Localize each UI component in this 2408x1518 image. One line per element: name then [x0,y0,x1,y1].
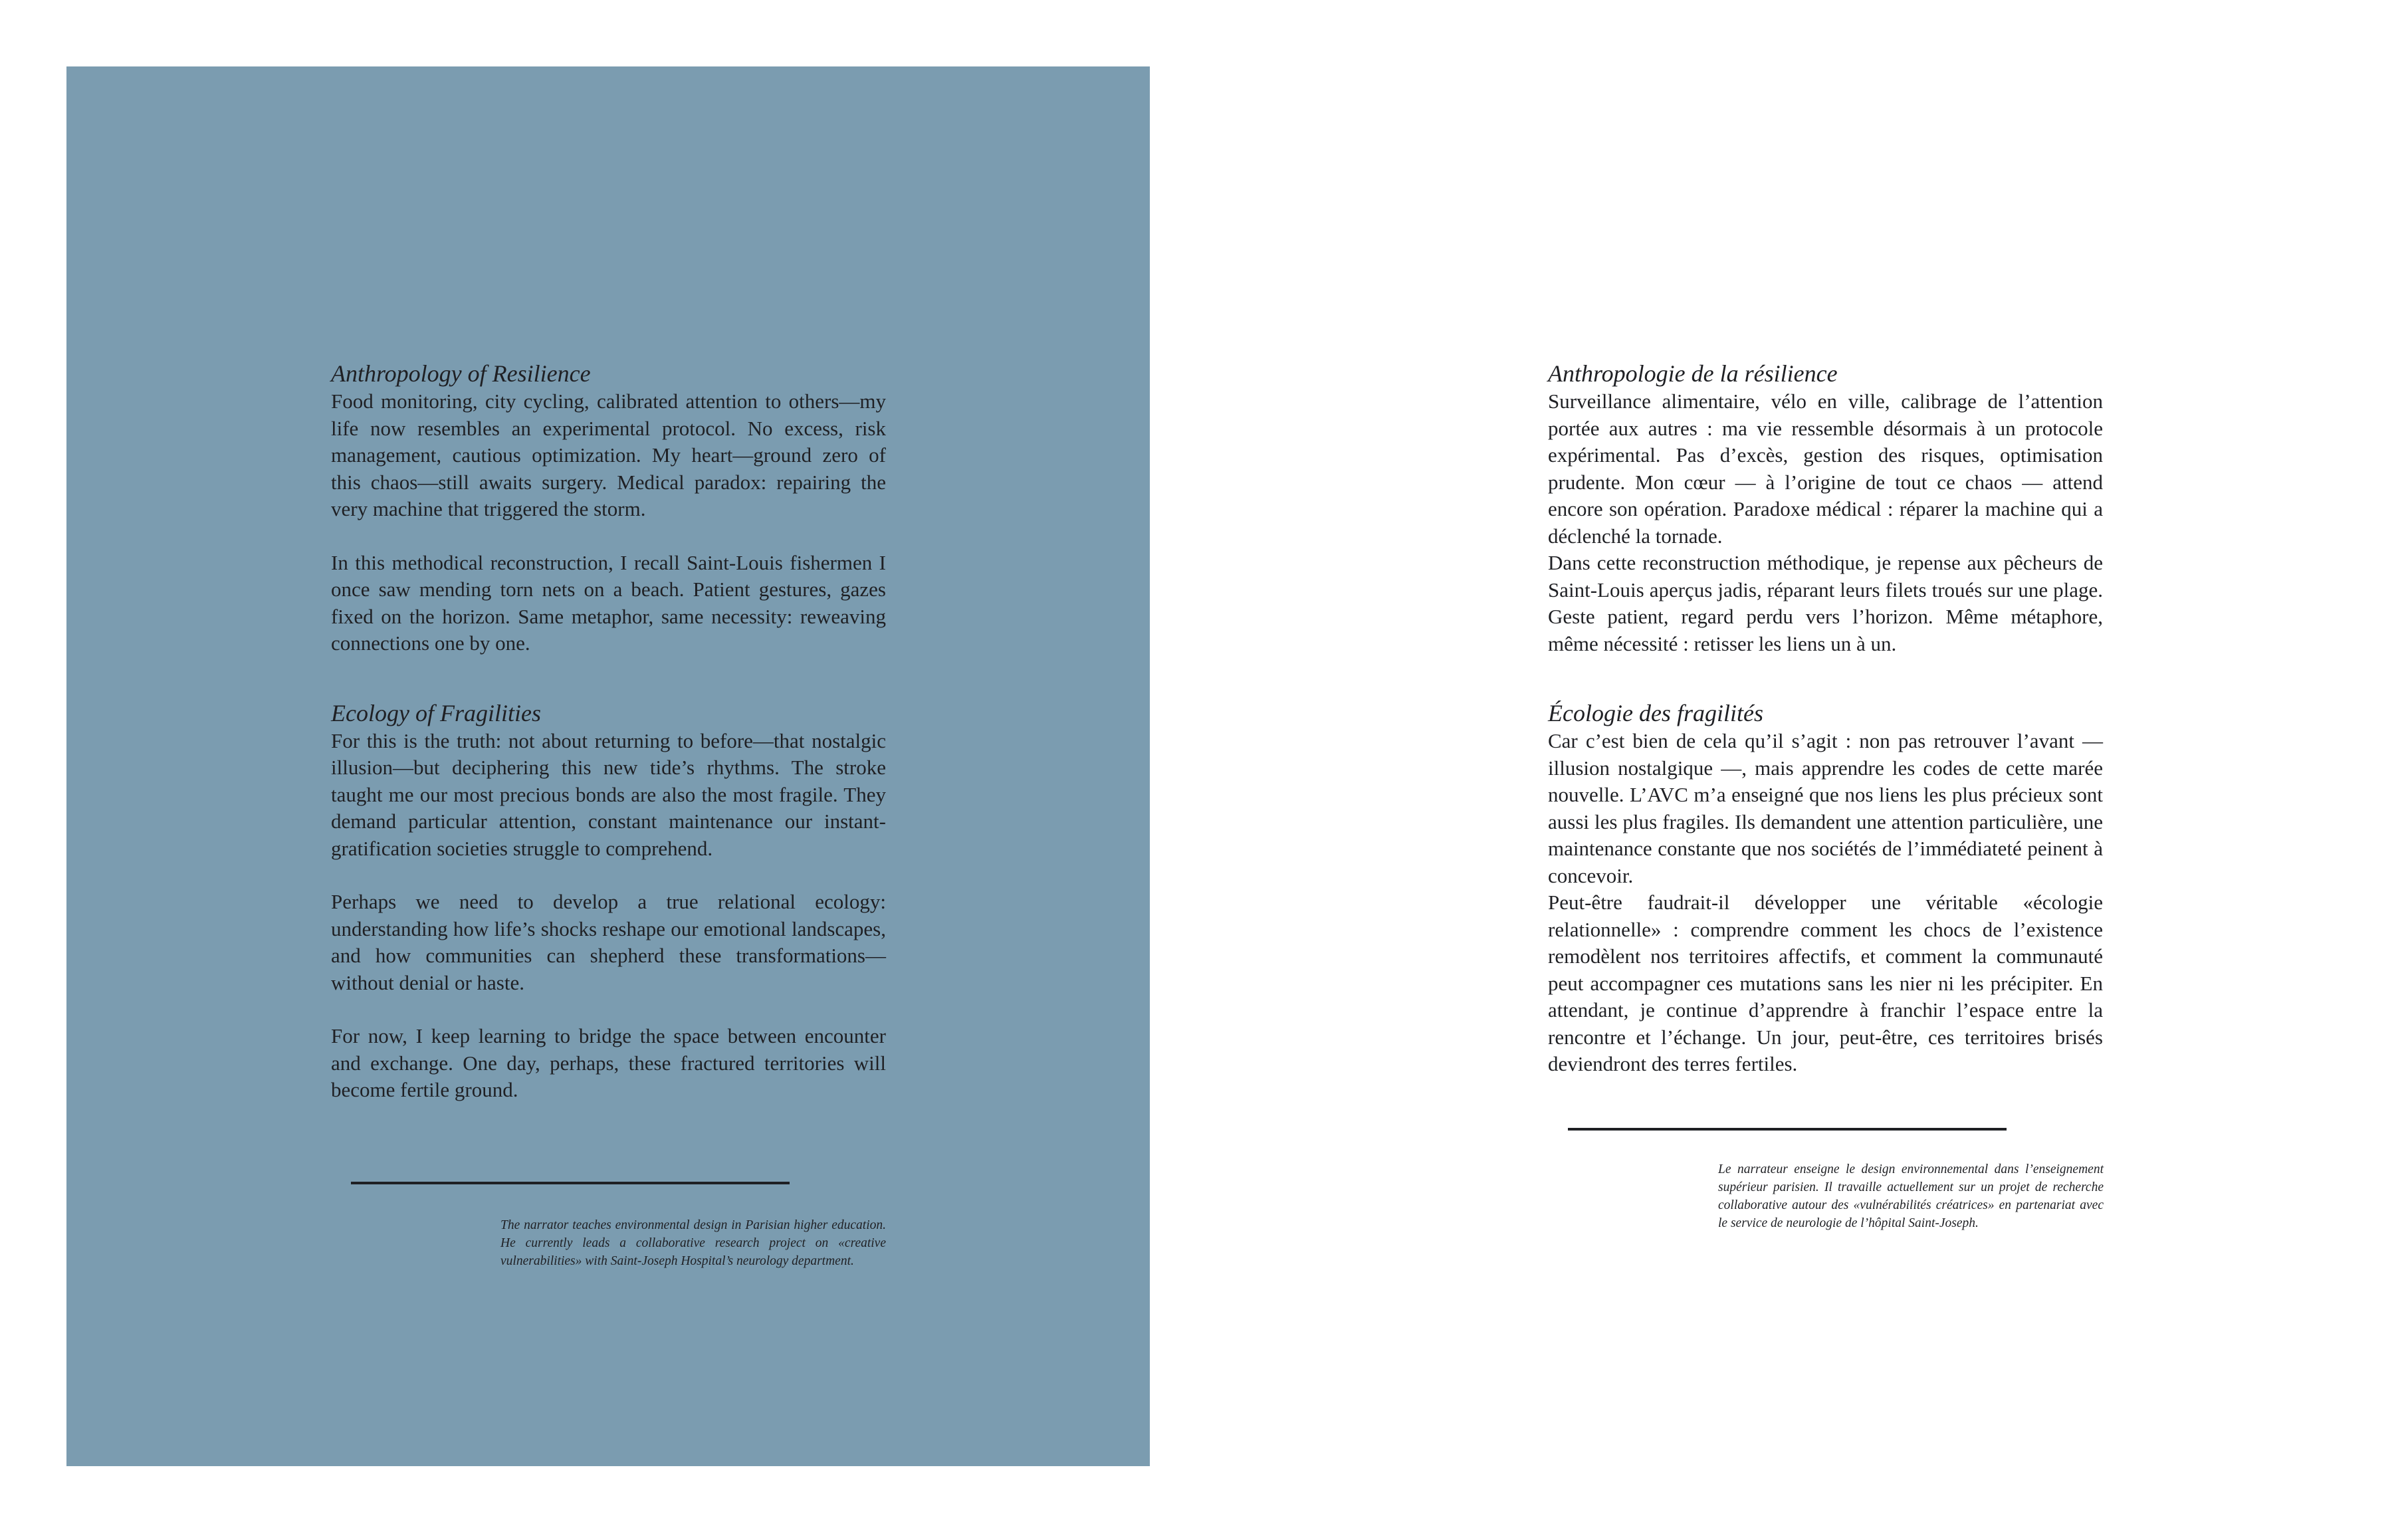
english-author-note: The narrator teaches environmental design in Parisian higher education. He currently leads a collaborative research project on «creative vulnerabilities» with Saint-Joseph Hospital’s neurology department. [500,1218,886,1268]
english-paragraph-3: For this is the truth: not about returning to before—that nostalgic illusion—but deciphering this new tide’s rhythms. The stroke taught me our most precious bonds are also the most fragile. They demand particular attention, constant maintenance our instant-gratification societies struggle to comprehend. [331,728,886,860]
french-author-note: Le narrateur enseigne le design environnemental dans l’enseignement supérieur parisien. Il travaille actuellement sur un projet de recherche collaborative autour des «vulnérabilités créatrices» en partenariat avec le service de neurologie de l’hôpital Saint-Joseph. [1718,1162,2104,1230]
french-divider-rule [1568,1128,2007,1131]
french-paragraph-3: Car c’est bien de cela qu’il s’agit : non pas retrouver l’avant — illusion nostalgique —, mais apprendre les codes de cette marée nouvelle. L’AVC m’a enseigné que nos liens les plus précieux sont aussi les plus fragiles. Ils demandent une attention particulière, une maintenance constante que nos sociétés de l’immédiateté peinent à concevoir. [1548,729,2103,887]
french-heading-fragilities: Écologie des fragilités [1548,700,1763,726]
english-paragraph-4: Perhaps we need to develop a true relational ecology: understanding how life’s shocks reshape our emotional landscapes, and how communities can shepherd these transformations—without denial or haste. [331,890,886,994]
english-column [331,359,886,1104]
english-paragraph-5: For now, I keep learning to bridge the space between encounter and exchange. One day, perhaps, these fractured territories will become fertile ground. [331,1024,886,1101]
french-paragraph-4: Peut-être faudrait-il développer une véritable «écologie relationnelle» : comprendre comment les chocs de l’existence remodèlent nos territoires affectifs, et comment la communauté peut accompagner ces mutations sans les nier ni les précipiter. En attendant, je continue d’apprendre à franchir l’espace entre la rencontre et l’échange. Un jour, peut-être, ces territoires brisés deviendront des terres fertiles. [1548,891,2103,1075]
english-heading-fragilities: Ecology of Fragilities [331,699,541,726]
french-paragraph-2: Dans cette reconstruction méthodique, je repense aux pêcheurs de Saint-Louis aperçus jadis, réparant leurs filets troués sur une plage. Geste patient, regard perdu vers l’horizon. Même métaphore, même nécessité : retisser les liens un à un. [1548,551,2103,655]
french-heading-resilience: Anthropologie de la résilience [1548,360,1838,387]
english-paragraph-2: In this methodical reconstruction, I recall Saint-Louis fishermen I once saw mending torn nets on a beach. Patient gestures, gazes fixed on the horizon. Same metaphor, same necessity: reweaving connections one by one. [331,550,886,655]
french-column [1548,359,2103,1078]
english-paragraph-1: Food monitoring, city cycling, calibrated attention to others—my life now resembles an experimental protocol. No excess, risk management, cautious optimization. My heart—ground zero of this chaos—still awaits surgery. Medical paradox: repairing the very machine that triggered the storm. [331,389,886,520]
english-heading-resilience: Anthropology of Resilience [331,360,591,387]
english-divider-rule [351,1182,790,1184]
french-paragraph-1: Surveillance alimentaire, vélo en ville, calibrage de l’attention portée aux autres : ma vie ressemble désormais à un protocole expérimental. Pas d’excès, gestion des risques, optimisation prudente. Mon cœur — à l’origine de tout ce chaos — attend encore son opération. Paradoxe médical : réparer la machine qui a déclenché la tornade. [1548,389,2103,548]
